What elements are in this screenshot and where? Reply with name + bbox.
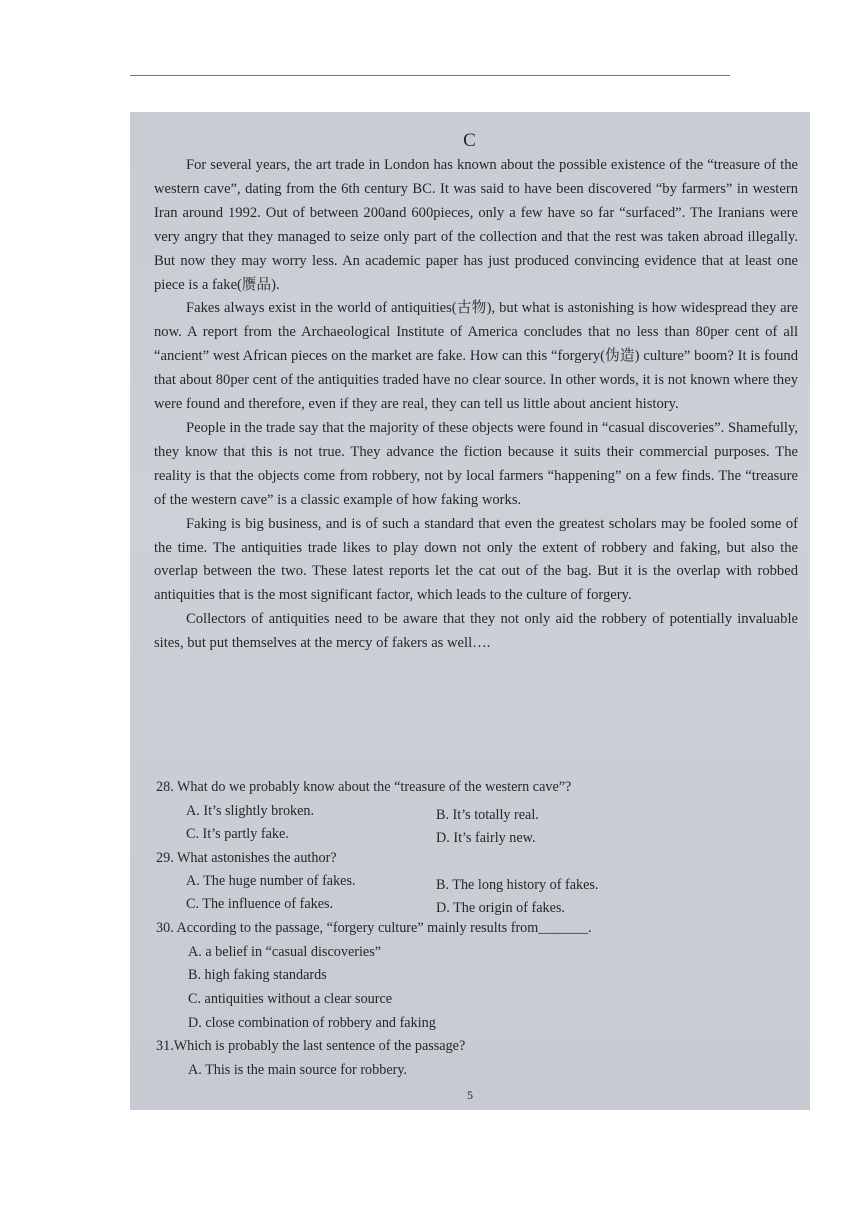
top-divider [130, 75, 730, 76]
question-stem: 31.Which is probably the last sentence of the passage? [156, 1038, 466, 1055]
scanned-page [130, 112, 810, 1110]
option-a: A. a belief in “casual discoveries” [188, 943, 382, 960]
option-c: C. antiquities without a clear source [188, 990, 393, 1007]
question-stem: 28. What do we probably know about the “treasure of the western cave”? [156, 779, 572, 795]
option-b: B. The long history of fakes. [436, 877, 599, 894]
paragraph: Faking is big business, and is of such a standard that even the greatest scholars may be fooled some of the time. The antiquities trade likes to play down not only the extent of robbery and faking, but also the overlap between the two. These latest reports let the cat out of the bag. But it is the overlap with robbed antiquities that is the most significant factor, which leads to the culture of forgery. [154, 515, 798, 604]
options [156, 1059, 786, 1083]
question-stem: 29. What astonishes the author? [156, 849, 337, 866]
option-a: A. The huge number of fakes. [186, 873, 356, 890]
option-a: A. It’s slightly broken. [186, 802, 315, 819]
options [156, 870, 786, 917]
paragraph: Fakes always exist in the world of antiquities(古物), but what is astonishing is how widespread they are now. A report from the Archaeological Institute of America concludes that no less than 80per cent of all “ancient” west African pieces on the market are fake. How can this “forgery(伪造) culture” boom? It is found that about 80per cent of the antiquities traded have no clear source. In other words, it is not known where they were found and therefore, even if they are real, they can tell us little about ancient history. [154, 300, 798, 413]
options [156, 800, 786, 847]
paragraph: For several years, the art trade in London has known about the possible existence of the “treasure of the western cave”, dating from the 6th century BC. It was said to have been discovered “by farmers” in western Iran around 1992. Out of between 200and 600pieces, only a few have so far “surfaced”. The Iranians were very angry that they managed to seize only part of the collection and that the rest was taken abroad illegally. But now they may worry less. An academic paper has just produced convincing evidence that at least one piece is a fake(赝品). [154, 157, 798, 293]
option-b: B. It’s totally real. [436, 806, 539, 823]
question-29 [156, 847, 786, 918]
section-heading: C [463, 130, 477, 151]
question-list [156, 776, 786, 1082]
options [156, 941, 786, 1035]
option-d: D. It’s fairly new. [436, 829, 536, 846]
option-b: B. high faking standards [188, 967, 327, 984]
option-d: D. The origin of fakes. [436, 900, 565, 917]
paragraph: People in the trade say that the majority of these objects were found in “casual discoveries”. Shamefully, they know that this is not true. They advance the fiction because it suits their commercial purposes. The reality is that the objects come from robbery, not by local farmers “happening” on a few finds. The “treasure of the western cave” is a classic example of how faking works. [154, 419, 798, 508]
question-28 [156, 776, 786, 847]
reading-passage [154, 154, 798, 656]
question-stem: 30. According to the passage, “forgery culture” mainly results from_______. [156, 920, 592, 937]
option-c: C. The influence of fakes. [186, 896, 334, 913]
option-c: C. It’s partly fake. [186, 825, 289, 842]
question-31 [156, 1035, 786, 1082]
option-a: A. This is the main source for robbery. [188, 1061, 408, 1078]
paragraph: Collectors of antiquities need to be aware that they not only aid the robbery of potentially invaluable sites, but put themselves at the mercy of fakers as well…. [154, 611, 798, 652]
option-d: D. close combination of robbery and faking [188, 1014, 436, 1031]
question-30 [156, 917, 786, 1035]
page-number: 5 [467, 1088, 473, 1102]
